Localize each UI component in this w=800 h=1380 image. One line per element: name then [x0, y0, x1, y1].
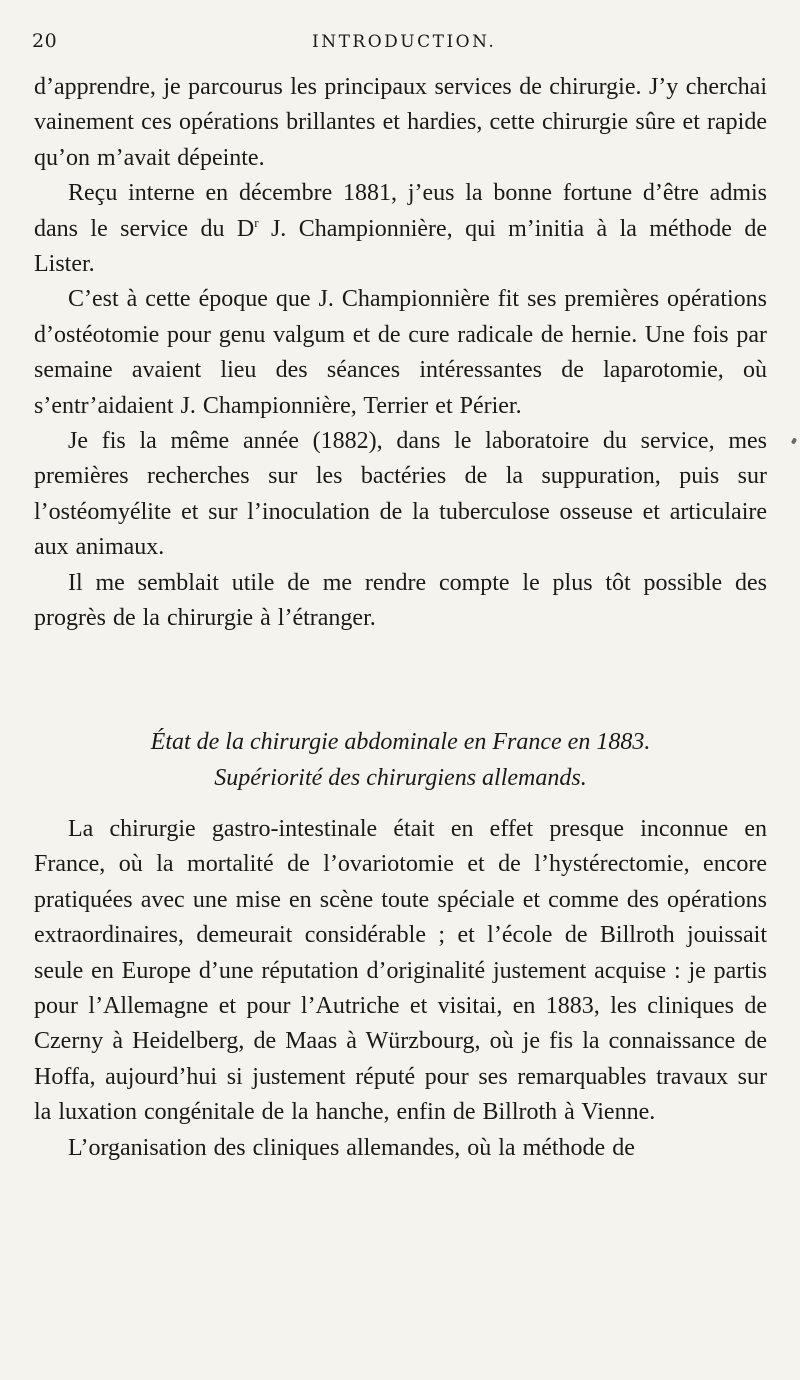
- paragraph-7: L’organisation des cliniques allemandes, où la méthode de: [68, 1134, 635, 1161]
- paragraph-1: d’apprendre, je parcourus les principaux services de chirurgie. J’y cherchai vainement ces opérations brillantes et hardies, cette chirurgie sûre et rapide qu’on m’avait dépeinte.: [34, 74, 767, 171]
- text-block-before-heading: [34, 70, 767, 637]
- text-block-after-heading: [34, 812, 767, 1166]
- ink-speck: [791, 437, 797, 444]
- paragraph-6: La chirurgie gastro-intestinale était en effet presque inconnue en France, où la mortalité de l’ovariotomie et de l’hystérectomie, encore pratiquées avec une mise en scène toute spéciale et comme des opérations extraordinaires, demeurait considérable ; et l’école de Billroth jouissait seule en Europe d’une réputation d’originalité justement acquise : je partis pour l’Allemagne et pour l’Autriche et visitai, en 1883, les cliniques de Czerny à Heidelberg, de Maas à Würzbourg, où je fis la connaissance de Hoffa, aujourd’hui si justement réputé pour ses remarquables travaux sur la luxation congénitale de la hanche, enfin de Billroth à Vienne.: [34, 816, 767, 1126]
- paragraph-5: Il me semblait utile de me rendre compte le plus tôt possible des progrès de la chirurgie à l’étranger.: [34, 569, 767, 632]
- section-heading-line-2: Supériorité des chirurgiens allemands.: [214, 765, 587, 791]
- paragraph-3: C’est à cette époque que J. Championnière fit ses premières opérations d’ostéotomie pour genu valgum et de cure radicale de hernie. Une fois par semaine avaient lieu des séances intéressantes de laparotomie, où s’entr’aidaient J. Championnière, Terrier et Périer.: [34, 286, 767, 419]
- section-heading-line-1: État de la chirurgie abdominale en France en 1883.: [150, 729, 651, 755]
- paragraph-2-text-a: Reçu interne en décembre 1881, j’eus la bonne fortune d’être admis dans le service du D: [34, 180, 767, 242]
- section-heading: [34, 724, 767, 796]
- running-header: [32, 30, 760, 60]
- page-number: 20: [32, 30, 58, 52]
- paragraph-2-text-b: J. Championnière, qui m’initia à la méthode de Lister.: [34, 215, 767, 278]
- doctor-superscript: r: [254, 214, 259, 230]
- running-title: INTRODUCTION.: [312, 32, 497, 52]
- paragraph-4: Je fis la même année (1882), dans le laboratoire du service, mes premières recherches sur les bactéries de la suppuration, puis sur l’ostéomyélite et sur l’inoculation de la tuberculose osseuse et articulaire aux animaux.: [34, 428, 767, 561]
- paragraph-2: [34, 176, 767, 282]
